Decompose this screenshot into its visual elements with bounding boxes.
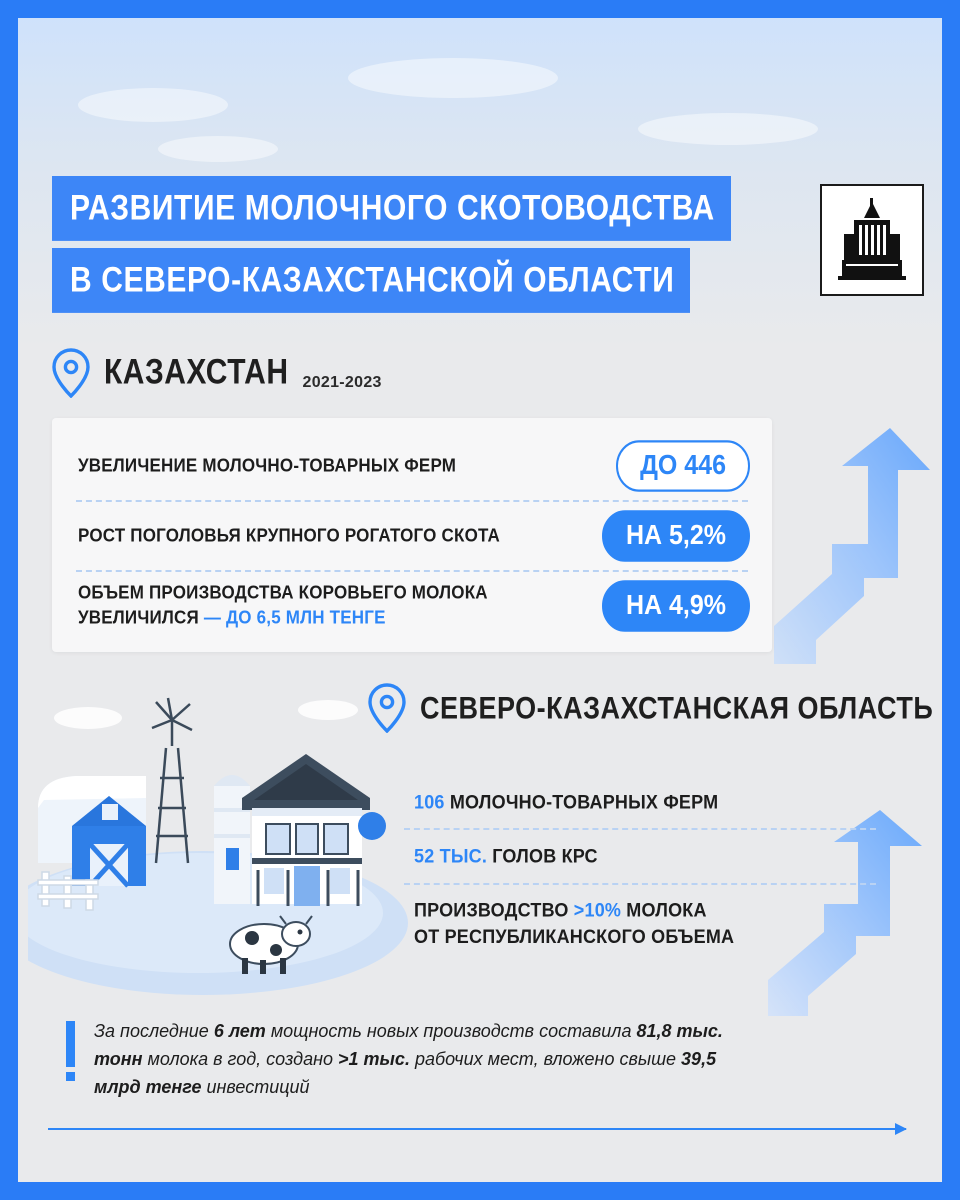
region-stat-accent: 106 bbox=[414, 790, 445, 813]
region-stat-row bbox=[396, 773, 876, 831]
region-stat-accent: >10% bbox=[573, 898, 622, 921]
map-pin-icon bbox=[52, 348, 90, 398]
stat-label-line2: УВЕЛИЧИЛСЯ bbox=[78, 607, 204, 628]
footnote-p1: За последние bbox=[94, 1021, 214, 1041]
right-arrow-icon bbox=[48, 1128, 906, 1130]
section-2-header bbox=[368, 683, 933, 733]
region-stat-text: ГОЛОВ КРС bbox=[487, 845, 598, 868]
section-1-years: 2021-2023 bbox=[302, 374, 382, 391]
footnote-b1: 6 лет bbox=[213, 1021, 266, 1041]
footnote-p3: молока в год, создано bbox=[142, 1048, 339, 1069]
region-stat-row bbox=[396, 881, 876, 965]
stats-list-region bbox=[396, 776, 876, 961]
footnote-p4: рабочих мест, вложено свыше bbox=[409, 1048, 682, 1069]
stat-value-pill: НА 5,2% bbox=[602, 510, 750, 562]
region-stat-row bbox=[396, 828, 876, 886]
up-trend-arrow-icon bbox=[772, 426, 932, 666]
footnote-p5: инвестиций bbox=[201, 1076, 310, 1097]
section-2-label: СЕВЕРО-КАЗАХСТАНСКАЯ ОБЛАСТЬ bbox=[420, 689, 934, 726]
cloud-shape bbox=[78, 88, 228, 122]
cloud-shape bbox=[348, 58, 558, 98]
footnote-b2: 81,8 тыс. тонн bbox=[94, 1021, 723, 1069]
stat-label-accent: — ДО 6,5 МЛН ТЕНГЕ bbox=[203, 607, 386, 628]
region-stat-text: МОЛОКА bbox=[621, 898, 707, 921]
footnote-text bbox=[94, 1018, 766, 1102]
stat-label: УВЕЛИЧЕНИЕ МОЛОЧНО-ТОВАРНЫХ ФЕРМ bbox=[78, 454, 457, 476]
stat-label bbox=[78, 581, 488, 631]
title-line-1: РАЗВИТИЕ МОЛОЧНОГО СКОТОВОДСТВА bbox=[52, 176, 731, 241]
stat-row bbox=[52, 572, 772, 640]
government-building-icon bbox=[820, 184, 924, 296]
section-1-label: КАЗАХСТАН bbox=[104, 352, 289, 392]
stat-value-pill: ДО 446 bbox=[616, 440, 750, 492]
region-stat-prefix: ПРОИЗВОДСТВО bbox=[414, 898, 574, 921]
exclamation-icon bbox=[66, 1018, 78, 1102]
footnote-b4: 39,5 млрд тенге bbox=[94, 1048, 717, 1097]
footnote-b3: >1 тыс. bbox=[338, 1048, 410, 1069]
region-stat-text: МОЛОЧНО-ТОВАРНЫХ ФЕРМ bbox=[444, 790, 719, 813]
dairy-farm-illustration bbox=[28, 658, 428, 998]
cloud-shape bbox=[158, 136, 278, 162]
stat-row bbox=[52, 432, 772, 500]
stat-label-line1: ОБЪЕМ ПРОИЗВОДСТВА КОРОВЬЕГО МОЛОКА bbox=[78, 581, 488, 603]
stat-value-pill: НА 4,9% bbox=[602, 580, 750, 632]
section-1-header bbox=[52, 348, 382, 398]
page-title bbox=[52, 176, 752, 308]
region-stat-accent: 52 ТЫС. bbox=[414, 845, 488, 868]
region-stat-text-line2: ОТ РЕСПУБЛИКАНСКОГО ОБЪЕМА bbox=[414, 925, 735, 948]
poster-sheet bbox=[18, 18, 942, 1182]
cloud-shape bbox=[638, 113, 818, 145]
footnote bbox=[66, 1018, 766, 1102]
footnote-p2: мощность новых производств составила bbox=[265, 1021, 637, 1041]
stat-row bbox=[52, 502, 772, 570]
stat-label: РОСТ ПОГОЛОВЬЯ КРУПНОГО РОГАТОГО СКОТА bbox=[78, 524, 500, 546]
stats-card-kazakhstan bbox=[52, 418, 772, 652]
title-line-2: В СЕВЕРО-КАЗАХСТАНСКОЙ ОБЛАСТИ bbox=[52, 248, 690, 313]
